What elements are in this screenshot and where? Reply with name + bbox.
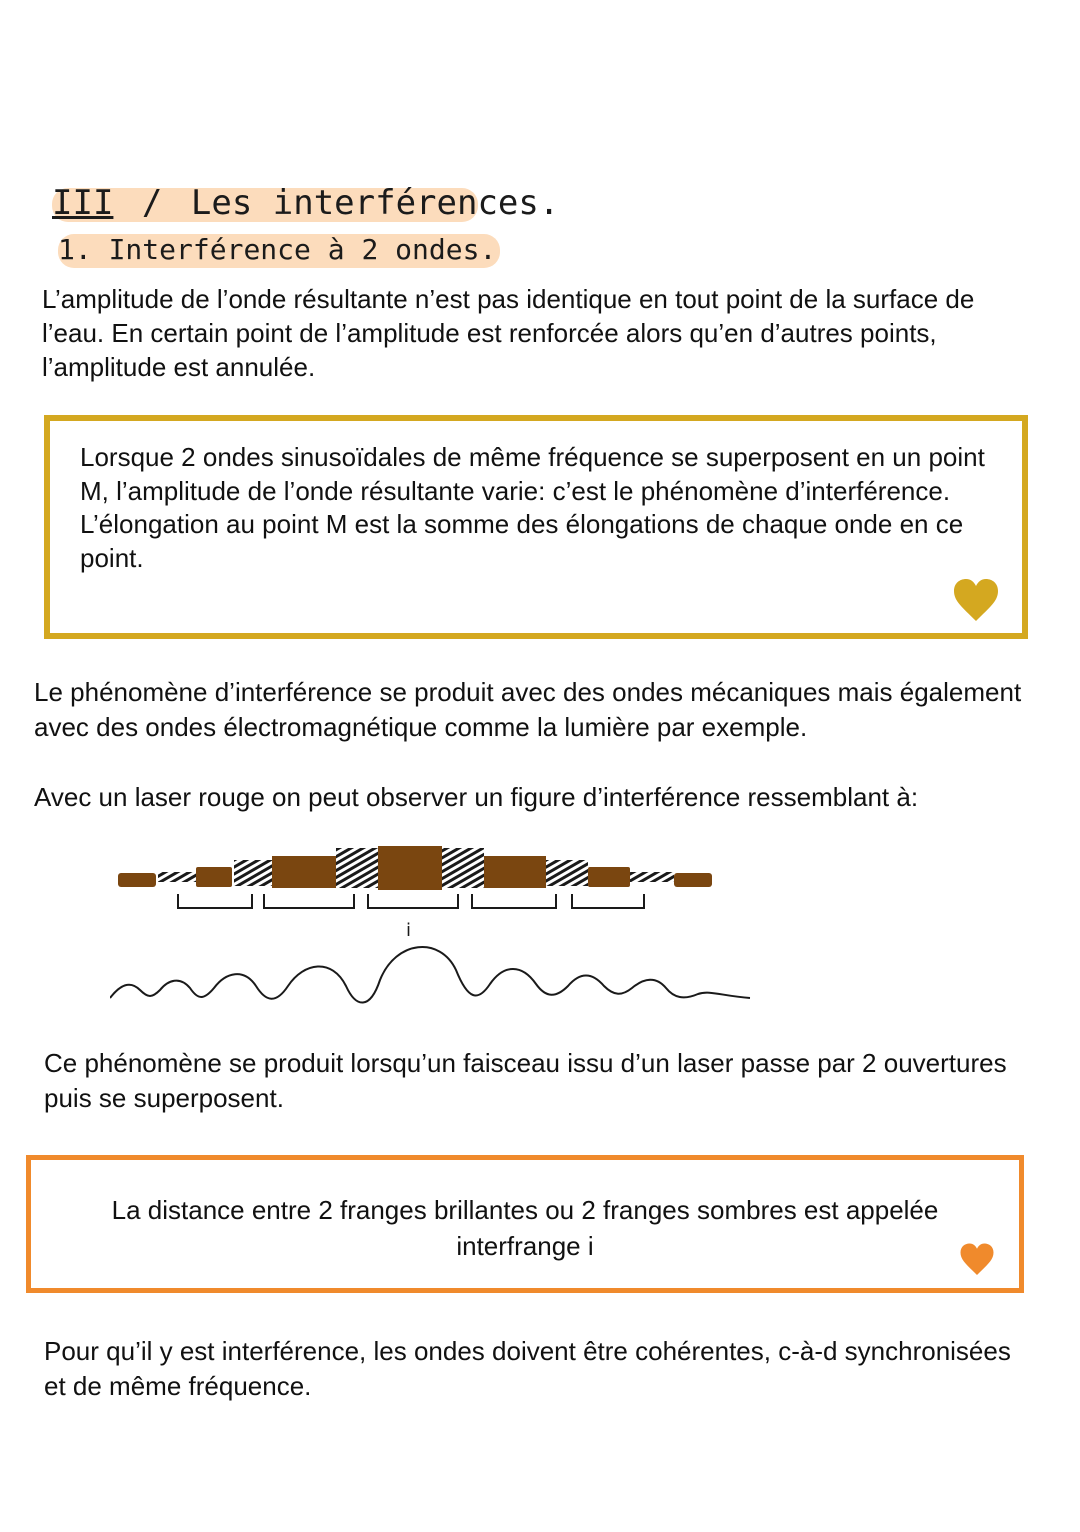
mechanical-paragraph: Le phénomène d’interférence se produit avec des ondes mécaniques mais également avec des ondes électromagnétique comme la lumière par exemple. xyxy=(34,677,1022,742)
laser-paragraph: Avec un laser rouge on peut observer un figure d’interférence ressemblant à: xyxy=(34,782,919,812)
interference-figure xyxy=(110,840,810,1020)
interfrange-label: i xyxy=(406,920,412,941)
subsection-heading xyxy=(58,228,496,272)
intro-paragraph: L’amplitude de l’onde résultante n’est pas identique en tout point de la surface de l’eau. En certain point de l’amplitude est renforcée alors qu’en d’autres points, l’amplitude est annulée. xyxy=(42,284,975,382)
section-number: III xyxy=(52,183,114,223)
section-heading xyxy=(52,180,559,226)
interfrange-text: La distance entre 2 franges brillantes ou 2 franges sombres est appelée interfrange i xyxy=(111,1195,939,1261)
definition-text-1: Lorsque 2 ondes sinusoïdales de même fréquence se superposent en un point M, l’amplitude de l’onde résultante varie: c’est le phénomène d’interférence. xyxy=(80,442,985,506)
definition-box xyxy=(44,415,1028,639)
interfrange-box xyxy=(26,1155,1024,1293)
subsection-number: 1. xyxy=(58,233,92,266)
coherence-paragraph: Pour qu’il y est interférence, les ondes doivent être cohérentes, c-à-d synchronisées et de même fréquence. xyxy=(44,1336,1011,1401)
slits-paragraph: Ce phénomène se produit lorsqu’un faisceau issu d’un laser passe par 2 ouvertures puis se superposent. xyxy=(44,1048,1007,1113)
heart-icon xyxy=(959,1242,995,1278)
subsection-title: Interférence à 2 ondes. xyxy=(108,233,497,266)
section-title: Les interférences. xyxy=(190,183,560,223)
section-separator: / xyxy=(141,183,163,223)
heart-icon xyxy=(952,577,1000,625)
definition-text-2: L’élongation au point M est la somme des élongations de chaque onde en ce point. xyxy=(80,509,964,573)
interfrange-brackets xyxy=(178,894,644,908)
intensity-curve xyxy=(110,947,750,1003)
fringe-pattern xyxy=(118,846,712,890)
